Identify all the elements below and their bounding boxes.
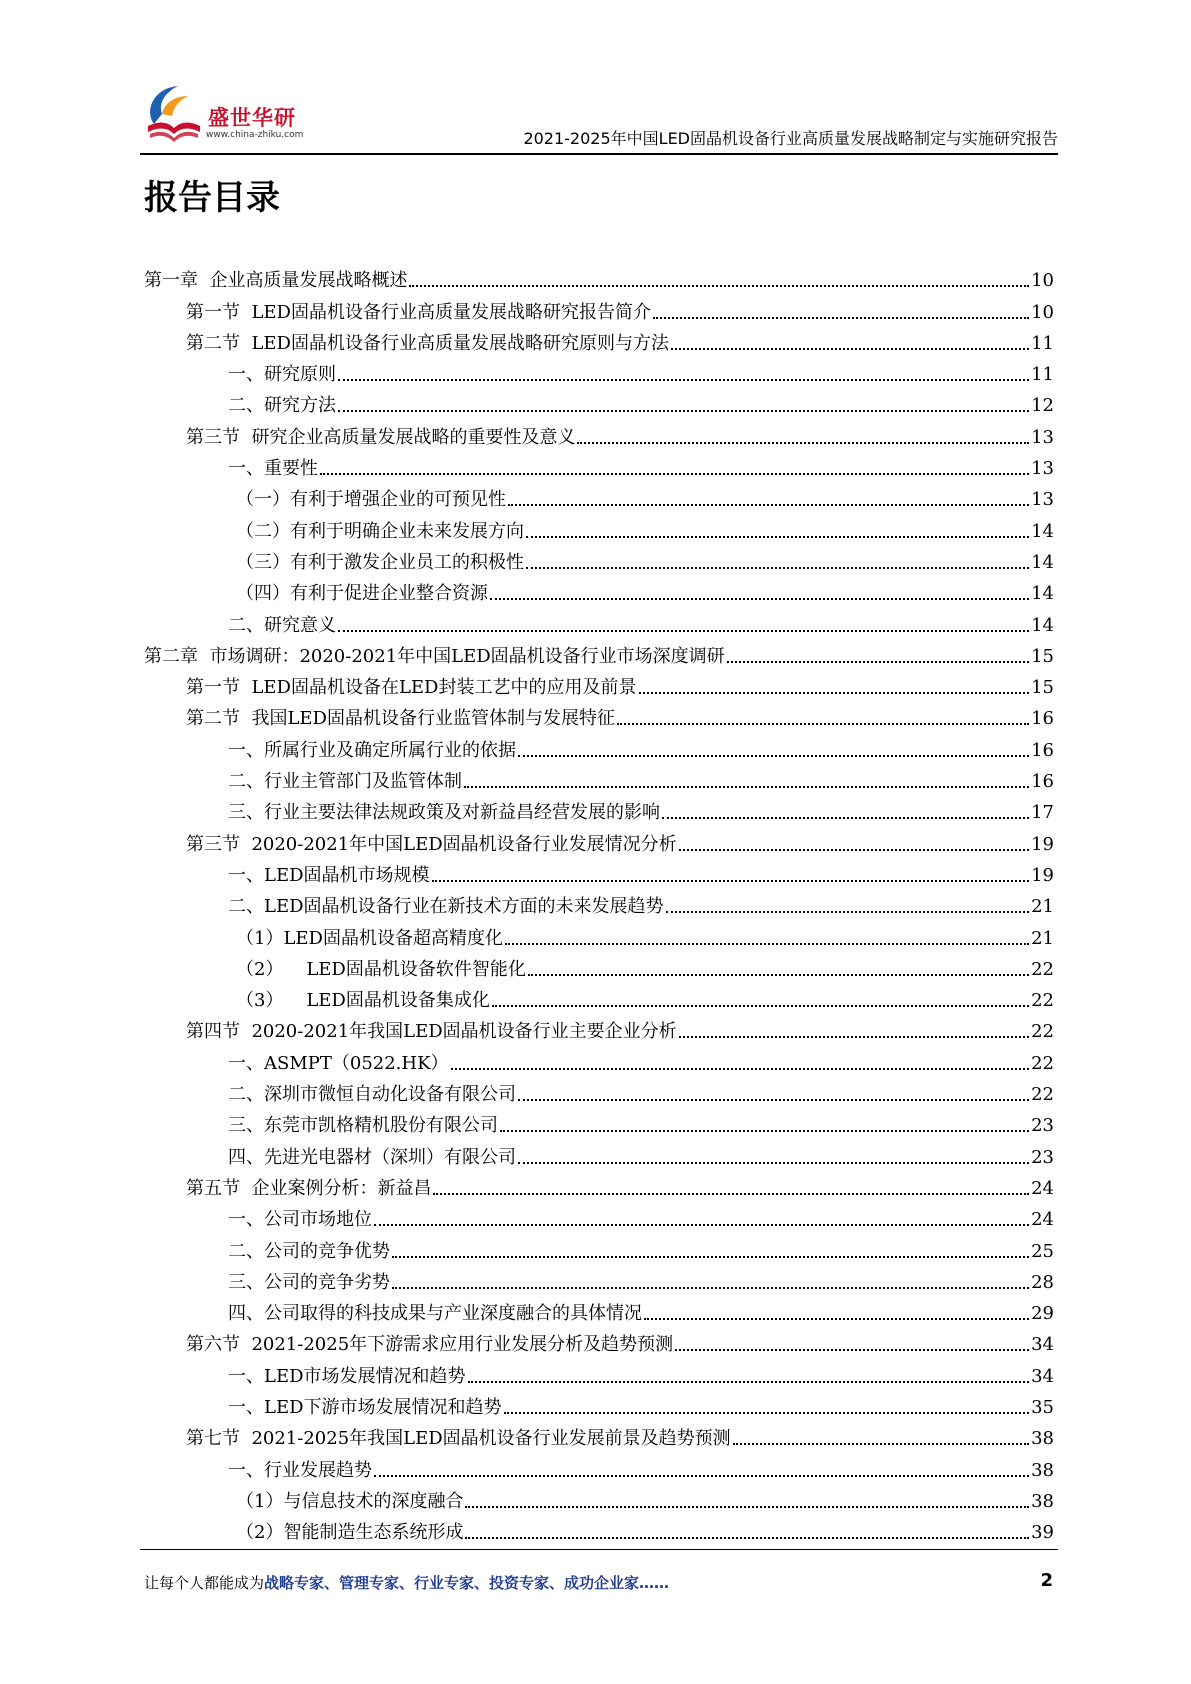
toc-entry[interactable] bbox=[144, 1169, 1054, 1200]
toc-entry-page: 14 bbox=[1031, 551, 1054, 573]
toc-entry-title: 三、公司的竞争劣势 bbox=[228, 1271, 390, 1293]
toc-entry[interactable] bbox=[144, 981, 1054, 1012]
toc-entry-page: 25 bbox=[1031, 1240, 1054, 1262]
toc-entry-title: 一、LED固晶机市场规模 bbox=[228, 864, 430, 886]
toc-entry-page: 10 bbox=[1031, 301, 1054, 323]
toc-entry-page: 10 bbox=[1031, 270, 1054, 292]
toc-entry[interactable] bbox=[144, 1012, 1054, 1043]
toc-dot-leader bbox=[504, 1412, 1030, 1414]
toc-dot-leader bbox=[617, 723, 1029, 725]
toc-entry-page: 22 bbox=[1031, 958, 1054, 980]
toc-dot-leader bbox=[671, 348, 1029, 350]
toc-entry[interactable] bbox=[144, 511, 1054, 542]
toc-entry-title: 四、先进光电器材（深圳）有限公司 bbox=[228, 1146, 516, 1168]
brand-logo bbox=[140, 80, 310, 146]
toc-entry-title: 第一节 LED固晶机设备在LED封装工艺中的应用及前景 bbox=[186, 677, 637, 699]
toc-entry[interactable] bbox=[144, 730, 1054, 761]
footer-tagline-prefix: 让每个人都能成为 bbox=[144, 1574, 265, 1592]
toc-dot-leader bbox=[433, 1193, 1029, 1195]
toc-dot-leader bbox=[644, 1318, 1029, 1320]
toc-entry[interactable] bbox=[144, 699, 1054, 730]
toc-dot-leader bbox=[338, 379, 1029, 381]
page-title: 报告目录 bbox=[144, 178, 280, 218]
toc-dot-leader bbox=[526, 536, 1029, 538]
toc-dot-leader bbox=[500, 1130, 1029, 1132]
toc-entry-title: 一、LED下游市场发展情况和趋势 bbox=[228, 1396, 502, 1418]
toc-entry-title: 第三节 研究企业高质量发展战略的重要性及意义 bbox=[186, 426, 576, 448]
toc-dot-leader bbox=[374, 1475, 1029, 1477]
toc-entry-page: 13 bbox=[1031, 426, 1054, 448]
header-divider bbox=[140, 153, 1058, 155]
toc-entry-title: （2） LED固晶机设备软件智能化 bbox=[236, 958, 526, 980]
toc-entry[interactable] bbox=[144, 1325, 1054, 1356]
toc-entry[interactable] bbox=[144, 1075, 1054, 1106]
toc-entry[interactable] bbox=[144, 386, 1054, 417]
toc-entry-page: 14 bbox=[1031, 583, 1054, 605]
toc-entry-page: 14 bbox=[1031, 520, 1054, 542]
toc-dot-leader bbox=[338, 630, 1029, 632]
toc-entry[interactable] bbox=[144, 324, 1054, 355]
toc-entry[interactable] bbox=[144, 261, 1054, 292]
toc-entry-title: 一、研究原则 bbox=[228, 364, 336, 386]
toc-dot-leader bbox=[679, 849, 1029, 851]
toc-entry[interactable] bbox=[144, 1482, 1054, 1513]
toc-entry-page: 16 bbox=[1031, 739, 1054, 761]
toc-entry[interactable] bbox=[144, 887, 1054, 918]
toc-entry[interactable] bbox=[144, 292, 1054, 323]
toc-dot-leader bbox=[409, 285, 1029, 287]
toc-entry-page: 11 bbox=[1031, 332, 1054, 354]
toc-entry-page: 22 bbox=[1031, 1021, 1054, 1043]
toc-entry[interactable] bbox=[144, 856, 1054, 887]
toc-entry-page: 22 bbox=[1031, 1052, 1054, 1074]
toc-entry-title: （1）LED固晶机设备超高精度化 bbox=[236, 927, 503, 949]
toc-entry[interactable] bbox=[144, 480, 1054, 511]
toc-dot-leader bbox=[577, 442, 1029, 444]
report-title: 2021-2025年中国LED固晶机设备行业高质量发展战略制定与实施研究报告 bbox=[523, 129, 1058, 148]
toc-entry[interactable] bbox=[144, 574, 1054, 605]
brand-name: 盛世华研 bbox=[208, 106, 296, 130]
toc-entry-page: 28 bbox=[1031, 1271, 1054, 1293]
footer-tagline-highlight: 战略专家、管理专家、行业专家、投资专家、成功企业家…… bbox=[264, 1574, 670, 1592]
toc-entry-title: 三、行业主要法律法规政策及对新益昌经营发展的影响 bbox=[228, 802, 660, 824]
toc-dot-leader bbox=[526, 567, 1029, 569]
toc-dot-leader bbox=[679, 1036, 1029, 1038]
toc-dot-leader bbox=[464, 786, 1029, 788]
table-of-contents bbox=[144, 261, 1054, 1544]
toc-dot-leader bbox=[518, 1162, 1029, 1164]
toc-dot-leader bbox=[338, 410, 1029, 412]
toc-entry[interactable] bbox=[144, 1137, 1054, 1168]
toc-entry-title: 第六节 2021-2025年下游需求应用行业发展分析及趋势预测 bbox=[186, 1334, 674, 1356]
toc-dot-leader bbox=[505, 943, 1029, 945]
toc-entry-page: 13 bbox=[1031, 458, 1054, 480]
toc-entry-page: 23 bbox=[1031, 1146, 1054, 1168]
toc-entry-title: 第二节 LED固晶机设备行业高质量发展战略研究原则与方法 bbox=[186, 332, 669, 354]
toc-dot-leader bbox=[465, 1506, 1029, 1508]
toc-dot-leader bbox=[727, 661, 1029, 663]
toc-entry-title: 第四节 2020-2021年我国LED固晶机设备行业主要企业分析 bbox=[186, 1021, 677, 1043]
toc-entry-title: 第二节 我国LED固晶机设备行业监管体制与发展特征 bbox=[186, 708, 615, 730]
toc-entry-title: 二、行业主管部门及监管体制 bbox=[228, 771, 462, 793]
toc-entry-page: 15 bbox=[1031, 645, 1054, 667]
toc-entry-page: 22 bbox=[1031, 990, 1054, 1012]
toc-dot-leader bbox=[508, 504, 1029, 506]
toc-entry-title: 第一节 LED固晶机设备行业高质量发展战略研究报告简介 bbox=[186, 301, 651, 323]
toc-entry-title: 第五节 企业案例分析：新益昌 bbox=[186, 1177, 432, 1199]
toc-entry-title: （3） LED固晶机设备集成化 bbox=[236, 990, 490, 1012]
toc-entry-page: 38 bbox=[1031, 1490, 1054, 1512]
toc-entry[interactable] bbox=[144, 1263, 1054, 1294]
toc-entry-title: 一、重要性 bbox=[228, 458, 318, 480]
toc-dot-leader bbox=[392, 1256, 1029, 1258]
toc-dot-leader bbox=[468, 1381, 1030, 1383]
toc-dot-leader bbox=[432, 880, 1030, 882]
toc-entry[interactable] bbox=[144, 1419, 1054, 1450]
toc-entry[interactable] bbox=[144, 355, 1054, 386]
toc-entry-title: 一、LED市场发展情况和趋势 bbox=[228, 1365, 466, 1387]
toc-entry-title: 第七节 2021-2025年我国LED固晶机设备行业发展前景及趋势预测 bbox=[186, 1428, 731, 1450]
toc-entry-page: 15 bbox=[1031, 677, 1054, 699]
toc-entry-page: 22 bbox=[1031, 1084, 1054, 1106]
toc-dot-leader bbox=[374, 1224, 1029, 1226]
toc-entry-page: 39 bbox=[1031, 1522, 1054, 1544]
toc-entry-title: 二、深圳市微恒自动化设备有限公司 bbox=[228, 1084, 516, 1106]
toc-dot-leader bbox=[490, 598, 1029, 600]
toc-entry[interactable] bbox=[144, 762, 1054, 793]
toc-dot-leader bbox=[653, 317, 1029, 319]
toc-entry-page: 21 bbox=[1031, 927, 1054, 949]
toc-entry[interactable] bbox=[144, 1450, 1054, 1481]
toc-entry[interactable] bbox=[144, 1356, 1054, 1387]
toc-entry[interactable] bbox=[144, 1513, 1054, 1544]
toc-entry[interactable] bbox=[144, 417, 1054, 448]
footer-tagline bbox=[144, 1572, 669, 1593]
toc-entry[interactable] bbox=[144, 543, 1054, 574]
toc-entry[interactable] bbox=[144, 1043, 1054, 1074]
toc-entry-page: 14 bbox=[1031, 614, 1054, 636]
toc-dot-leader bbox=[528, 974, 1029, 976]
toc-entry-title: 三、东莞市凯格精机股份有限公司 bbox=[228, 1115, 498, 1137]
toc-entry-page: 11 bbox=[1031, 364, 1054, 386]
toc-entry-title: 二、LED固晶机设备行业在新技术方面的未来发展趋势 bbox=[228, 896, 664, 918]
toc-entry-title: 一、ASMPT（0522.HK） bbox=[228, 1052, 449, 1074]
toc-dot-leader bbox=[492, 1005, 1029, 1007]
toc-entry-title: 第一章 企业高质量发展战略概述 bbox=[144, 270, 408, 292]
toc-entry-title: 一、公司市场地位 bbox=[228, 1209, 372, 1231]
toc-entry-title: （2）智能制造生态系统形成 bbox=[236, 1522, 464, 1544]
toc-entry[interactable] bbox=[144, 793, 1054, 824]
toc-entry[interactable] bbox=[144, 668, 1054, 699]
toc-entry-page: 23 bbox=[1031, 1115, 1054, 1137]
toc-entry-page: 29 bbox=[1031, 1303, 1054, 1325]
toc-dot-leader bbox=[666, 911, 1030, 913]
toc-dot-leader bbox=[518, 755, 1029, 757]
logo-swirl-icon bbox=[140, 80, 206, 146]
toc-entry[interactable] bbox=[144, 605, 1054, 636]
toc-entry-title: 一、所属行业及确定所属行业的依据 bbox=[228, 739, 516, 761]
toc-entry-page: 12 bbox=[1031, 395, 1054, 417]
toc-entry-title: 一、行业发展趋势 bbox=[228, 1459, 372, 1481]
toc-dot-leader bbox=[465, 1537, 1029, 1539]
toc-entry-page: 24 bbox=[1031, 1209, 1054, 1231]
toc-entry-page: 16 bbox=[1031, 771, 1054, 793]
toc-dot-leader bbox=[675, 1349, 1029, 1351]
toc-entry-page: 34 bbox=[1031, 1334, 1054, 1356]
page-number: 2 bbox=[1040, 1570, 1053, 1591]
toc-entry-page: 17 bbox=[1031, 802, 1054, 824]
toc-dot-leader bbox=[733, 1443, 1029, 1445]
toc-entry-title: （1）与信息技术的深度融合 bbox=[236, 1490, 464, 1512]
toc-entry[interactable] bbox=[144, 1200, 1054, 1231]
toc-entry[interactable] bbox=[144, 824, 1054, 855]
toc-entry-title: 二、公司的竞争优势 bbox=[228, 1240, 390, 1262]
toc-entry-title: 第二章 市场调研：2020-2021年中国LED固晶机设备行业市场深度调研 bbox=[144, 645, 725, 667]
toc-entry[interactable] bbox=[144, 637, 1054, 668]
page-header bbox=[0, 0, 1191, 160]
toc-entry-title: 二、研究意义 bbox=[228, 614, 336, 636]
toc-entry-title: （四）有利于促进企业整合资源 bbox=[236, 583, 488, 605]
toc-entry[interactable] bbox=[144, 950, 1054, 981]
toc-dot-leader bbox=[639, 692, 1030, 694]
toc-entry-page: 21 bbox=[1031, 896, 1054, 918]
toc-entry-page: 19 bbox=[1031, 833, 1054, 855]
toc-entry[interactable] bbox=[144, 449, 1054, 480]
toc-entry-page: 35 bbox=[1031, 1396, 1054, 1418]
toc-entry[interactable] bbox=[144, 918, 1054, 949]
toc-entry[interactable] bbox=[144, 1231, 1054, 1262]
toc-entry-title: （三）有利于激发企业员工的积极性 bbox=[236, 551, 524, 573]
toc-entry-title: 二、研究方法 bbox=[228, 395, 336, 417]
toc-dot-leader bbox=[451, 1068, 1030, 1070]
toc-entry-title: （一）有利于增强企业的可预见性 bbox=[236, 489, 506, 511]
toc-entry-page: 24 bbox=[1031, 1177, 1054, 1199]
footer-divider bbox=[140, 1549, 1058, 1550]
toc-entry-page: 38 bbox=[1031, 1428, 1054, 1450]
toc-entry-page: 16 bbox=[1031, 708, 1054, 730]
toc-entry-title: （二）有利于明确企业未来发展方向 bbox=[236, 520, 524, 542]
toc-entry-page: 34 bbox=[1031, 1365, 1054, 1387]
toc-entry[interactable] bbox=[144, 1294, 1054, 1325]
toc-dot-leader bbox=[518, 1099, 1029, 1101]
toc-entry-page: 38 bbox=[1031, 1459, 1054, 1481]
toc-entry[interactable] bbox=[144, 1388, 1054, 1419]
toc-entry[interactable] bbox=[144, 1106, 1054, 1137]
toc-dot-leader bbox=[392, 1287, 1029, 1289]
toc-entry-title: 四、公司取得的科技成果与产业深度融合的具体情况 bbox=[228, 1303, 642, 1325]
toc-entry-page: 13 bbox=[1031, 489, 1054, 511]
brand-url: www.china-zhiku.com bbox=[206, 130, 304, 140]
toc-entry-page: 19 bbox=[1031, 864, 1054, 886]
toc-dot-leader bbox=[662, 817, 1029, 819]
toc-entry-title: 第三节 2020-2021年中国LED固晶机设备行业发展情况分析 bbox=[186, 833, 677, 855]
toc-dot-leader bbox=[320, 473, 1029, 475]
